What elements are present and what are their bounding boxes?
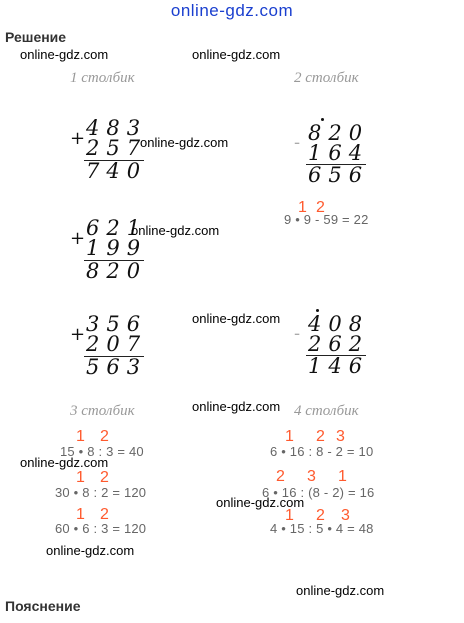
order-mark: 1 bbox=[76, 469, 85, 486]
plus-sign: + bbox=[70, 324, 86, 345]
subtrahend: 262 bbox=[308, 332, 370, 356]
sum-result: 820 bbox=[86, 259, 148, 283]
watermark: online-gdz.com bbox=[216, 495, 305, 510]
addend-2: 207 bbox=[86, 332, 148, 356]
order-mark: 3 bbox=[336, 428, 345, 445]
order-mark: 2 bbox=[316, 428, 325, 445]
site-header[interactable]: online-gdz.com bbox=[170, 1, 294, 20]
plus-sign: + bbox=[70, 228, 86, 249]
column-title-3: 3 столбик bbox=[70, 403, 135, 419]
minus-sign: - bbox=[294, 132, 301, 153]
order-mark: 3 bbox=[341, 507, 350, 524]
minus-sign: - bbox=[294, 323, 301, 344]
sum-result: 563 bbox=[86, 355, 148, 379]
expression: 6 • 16 : (8 - 2) = 16 bbox=[262, 485, 375, 500]
expression: 4 • 15 : 5 • 4 = 48 bbox=[270, 521, 374, 536]
addition-1 bbox=[70, 118, 150, 182]
order-mark: 2 bbox=[100, 428, 109, 445]
order-mark: 1 bbox=[76, 428, 85, 445]
order-mark: 2 bbox=[100, 469, 109, 486]
expression: 15 • 8 : 3 = 40 bbox=[60, 444, 144, 459]
order-mark: 2 bbox=[316, 507, 325, 524]
difference-result: 656 bbox=[308, 163, 370, 187]
watermark: online-gdz.com bbox=[20, 47, 109, 62]
watermark: online-gdz.com bbox=[192, 311, 281, 326]
watermark: online-gdz.com bbox=[46, 543, 135, 558]
order-mark: 1 bbox=[298, 199, 307, 216]
watermark: online-gdz.com bbox=[140, 135, 229, 150]
order-mark: 2 bbox=[276, 468, 285, 485]
difference-result: 146 bbox=[308, 354, 370, 378]
expression: 30 • 8 : 2 = 120 bbox=[55, 485, 147, 500]
watermark: online-gdz.com bbox=[192, 47, 281, 62]
addend-1: 356 bbox=[86, 312, 148, 336]
addend-2: 257 bbox=[86, 136, 148, 160]
watermark: online-gdz.com bbox=[296, 583, 385, 598]
column-title-1: 1 столбик bbox=[70, 70, 135, 86]
column-title-4: 4 столбик bbox=[294, 403, 359, 419]
expression: 60 • 6 : 3 = 120 bbox=[55, 521, 147, 536]
subtraction-2 bbox=[294, 309, 374, 381]
addition-3 bbox=[70, 314, 150, 378]
watermark: online-gdz.com bbox=[131, 223, 220, 238]
order-mark: 3 bbox=[307, 468, 316, 485]
expression: 9 • 9 - 59 = 22 bbox=[284, 212, 369, 227]
column-title-2: 2 столбик bbox=[294, 70, 359, 86]
solution-heading: Решение bbox=[5, 29, 67, 45]
order-mark: 1 bbox=[285, 428, 294, 445]
order-mark: 1 bbox=[76, 506, 85, 523]
subtraction-1 bbox=[294, 118, 374, 190]
order-mark: 2 bbox=[316, 199, 325, 216]
order-mark: 2 bbox=[100, 506, 109, 523]
order-mark: 1 bbox=[338, 468, 347, 485]
explanation-heading: Пояснение bbox=[5, 598, 81, 614]
minuend: 408 bbox=[308, 312, 370, 336]
sum-result: 740 bbox=[86, 159, 148, 183]
addend-1: 621 bbox=[86, 216, 148, 240]
watermark: online-gdz.com bbox=[20, 455, 109, 470]
addend-1: 483 bbox=[86, 116, 148, 140]
watermark: online-gdz.com bbox=[192, 399, 281, 414]
plus-sign: + bbox=[70, 128, 86, 149]
expression: 6 • 16 : 8 - 2 = 10 bbox=[270, 444, 374, 459]
order-mark: 1 bbox=[285, 507, 294, 524]
addend-2: 199 bbox=[86, 236, 148, 260]
subtrahend: 164 bbox=[308, 141, 370, 165]
minuend: 820 bbox=[308, 121, 370, 145]
